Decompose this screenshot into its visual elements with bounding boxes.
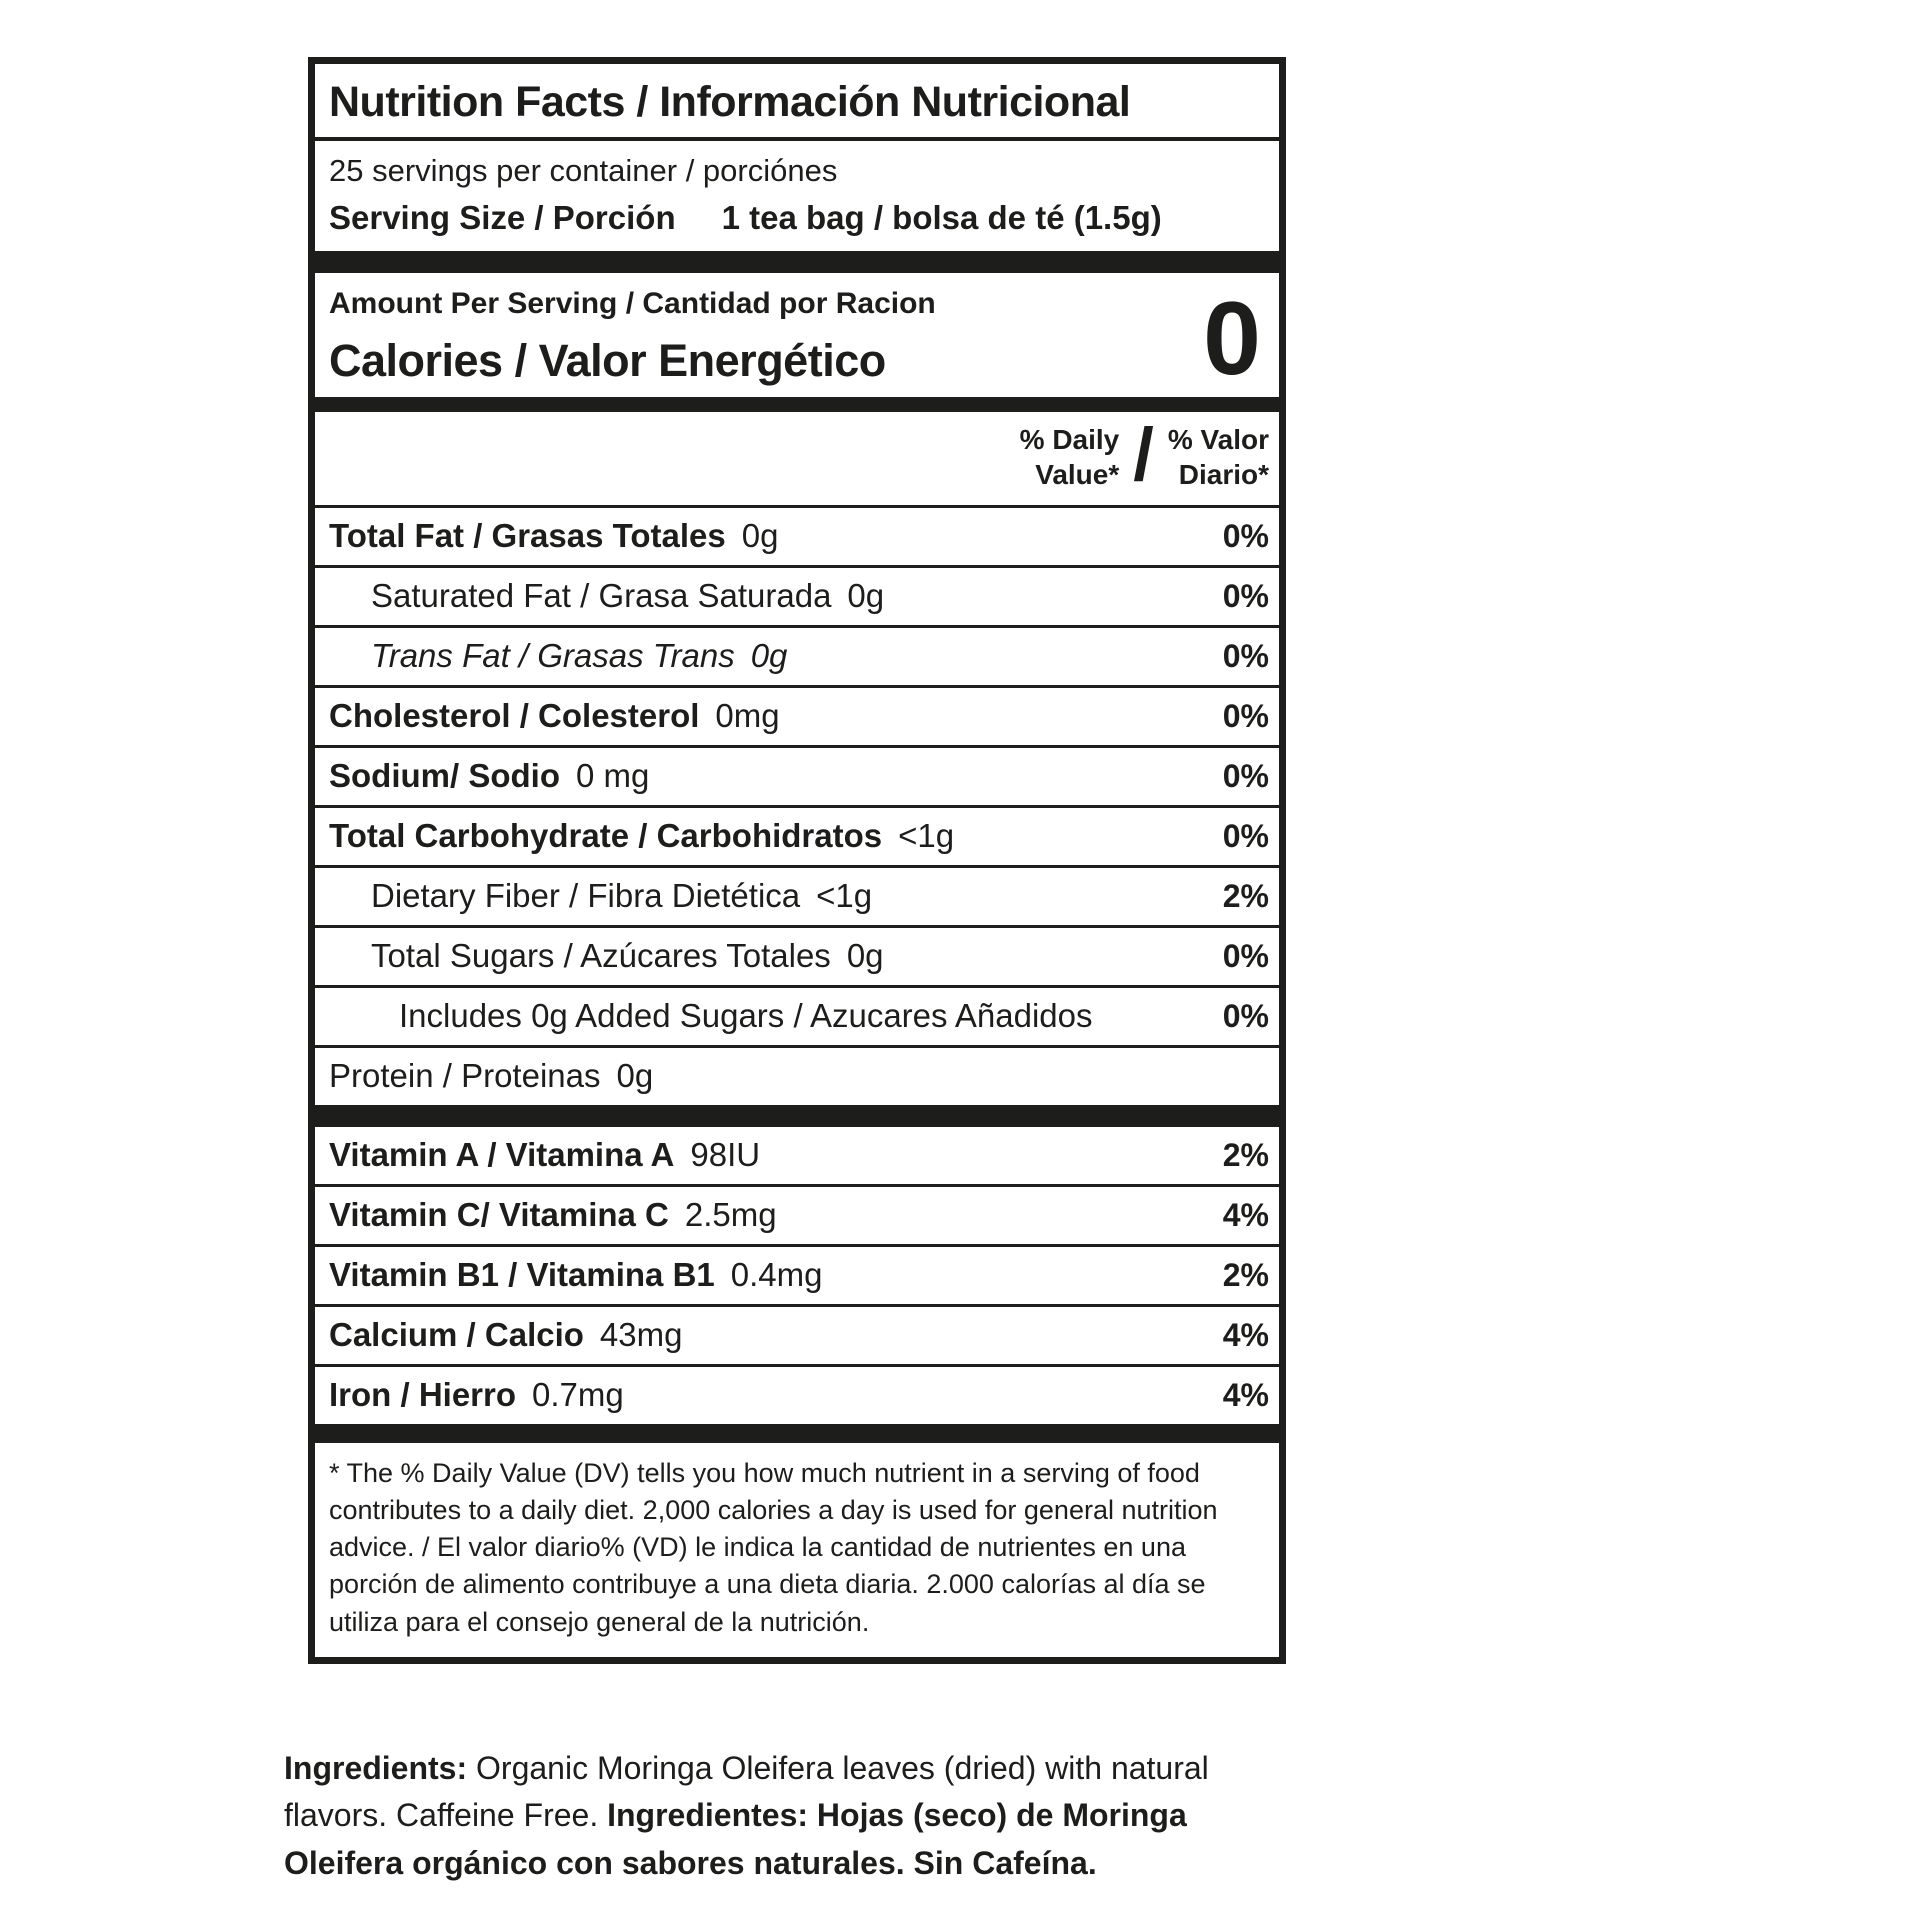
row-added-sugars — [315, 985, 1279, 1045]
row-dietary-fiber — [315, 865, 1279, 925]
row-trans-fat — [315, 625, 1279, 685]
amount-per-serving-label: Amount Per Serving / Cantidad por Racion — [329, 287, 936, 320]
row-calcium — [315, 1304, 1279, 1364]
nutrient-name: Sodium/ Sodio — [329, 756, 560, 794]
nutrient-amount: 0 mg — [575, 756, 650, 794]
daily-value-percent: 4% — [1222, 1316, 1269, 1353]
nutrient-name: Calcium / Calcio — [329, 1315, 584, 1353]
nutrient-amount: <1g — [816, 876, 873, 914]
nutrient-amount: 98IU — [690, 1135, 761, 1173]
nutrient-name: Vitamin C/ Vitamina C — [329, 1195, 669, 1233]
nutrition-facts-panel — [308, 57, 1286, 1664]
nutrient-name: Dietary Fiber / Fibra Dietética — [371, 876, 801, 914]
nutrient-name: Total Carbohydrate / Carbohidratos — [329, 816, 883, 854]
nutrient-amount: 0g — [847, 576, 885, 614]
row-total-carbohydrate — [315, 805, 1279, 865]
nutrient-name: Saturated Fat / Grasa Saturada — [371, 576, 832, 614]
nutrient-amount: 0.4mg — [730, 1255, 823, 1293]
daily-value-footnote: * The % Daily Value (DV) tells you how much nutrient in a serving of food contributes to a daily diet. 2,000 calories a day is used for general nutrition advice. / El valor diario% (VD) le indica la cantidad de nutrientes en una porción de alimento contribuye a una dieta diaria. 2.000 calorías al día se utiliza para el consejo general de la nutrición. — [329, 1457, 1218, 1637]
daily-value-percent: 0% — [1222, 997, 1269, 1034]
daily-value-header — [315, 412, 1279, 505]
row-saturated-fat — [315, 565, 1279, 625]
nutrient-amount: 0g — [741, 516, 779, 554]
calories-label: Calories / Valor Energético — [329, 335, 886, 386]
nutrient-name: Cholesterol / Colesterol — [329, 696, 700, 734]
thick-divider — [315, 251, 1279, 273]
dv-header-en-line1: % Daily — [1019, 424, 1120, 456]
daily-value-percent: 0% — [1222, 517, 1269, 554]
dv-header-en-line2: Value* — [1035, 459, 1120, 491]
nutrient-name: Vitamin B1 / Vitamina B1 — [329, 1255, 715, 1293]
calories-value: 0 — [1203, 281, 1261, 398]
nutrient-amount: 0g — [846, 936, 884, 974]
daily-value-percent: 4% — [1222, 1196, 1269, 1233]
dv-header-es-line1: % Valor — [1167, 424, 1269, 456]
dv-header-slash: / — [1133, 413, 1154, 496]
panel-title: Nutrition Facts / Información Nutricional — [329, 78, 1131, 126]
thick-divider — [315, 1424, 1279, 1443]
nutrient-amount: 0g — [616, 1056, 654, 1094]
daily-value-percent: 0% — [1222, 697, 1269, 734]
row-sodium — [315, 745, 1279, 805]
nutrient-amount: 43mg — [599, 1315, 683, 1353]
ingredients-text-en: Organic Moringa Oleifera leaves (dried) with natural flavors. Caffeine Free. — [284, 1750, 1209, 1834]
row-vitamin-b1 — [315, 1244, 1279, 1304]
serving-size-value: 1 tea bag / bolsa de té (1.5g) — [721, 199, 1162, 236]
row-protein — [315, 1045, 1279, 1105]
serving-size-row — [315, 191, 1279, 251]
nutrient-name: Trans Fat / Grasas Trans — [371, 636, 735, 674]
nutrient-amount: 0.7mg — [532, 1375, 624, 1413]
nutrient-amount: 2.5mg — [684, 1195, 777, 1233]
thick-divider — [315, 1105, 1279, 1127]
ingredients-text-es: Hojas (seco) de Moringa Oleifera orgánico con sabores naturales. Sin Cafeína. — [284, 1797, 1187, 1881]
daily-value-percent: 0% — [1222, 577, 1269, 614]
nutrient-name: Includes 0g Added Sugars / Azucares Añadidos — [399, 996, 1093, 1034]
nutrient-name: Total Fat / Grasas Totales — [329, 516, 726, 554]
ingredients-label-es: Ingredientes: — [607, 1797, 809, 1834]
serving-size-label: Serving Size / Porción — [329, 199, 676, 236]
nutrient-name: Iron / Hierro — [329, 1375, 517, 1413]
nutrient-name: Total Sugars / Azúcares Totales — [371, 936, 831, 974]
daily-value-percent: 2% — [1222, 1256, 1269, 1293]
nutrient-name: Protein / Proteinas — [329, 1056, 601, 1094]
daily-value-percent: 0% — [1222, 757, 1269, 794]
ingredients-text — [284, 1745, 1284, 1887]
row-vitamin-c — [315, 1184, 1279, 1244]
daily-value-percent: 0% — [1222, 817, 1269, 854]
daily-value-percent: 0% — [1222, 937, 1269, 974]
daily-value-percent: 0% — [1222, 637, 1269, 674]
nutrient-name: Vitamin A / Vitamina A — [329, 1135, 675, 1173]
row-vitamin-a — [315, 1127, 1279, 1184]
nutrient-amount: 0mg — [715, 696, 780, 734]
nutrient-amount: 0g — [750, 636, 788, 674]
servings-per-container: 25 servings per container / porciónes — [329, 153, 838, 188]
row-total-sugars — [315, 925, 1279, 985]
calories-section — [315, 273, 1279, 397]
row-total-fat — [315, 505, 1279, 565]
row-iron — [315, 1364, 1279, 1424]
daily-value-percent: 2% — [1222, 1136, 1269, 1173]
nutrient-amount: <1g — [898, 816, 955, 854]
row-cholesterol — [315, 685, 1279, 745]
daily-value-percent: 4% — [1222, 1376, 1269, 1413]
thick-divider — [315, 397, 1279, 412]
dv-header-es-line2: Diario* — [1178, 459, 1269, 491]
daily-value-percent: 2% — [1222, 877, 1269, 914]
ingredients-label-en: Ingredients: — [284, 1750, 468, 1786]
